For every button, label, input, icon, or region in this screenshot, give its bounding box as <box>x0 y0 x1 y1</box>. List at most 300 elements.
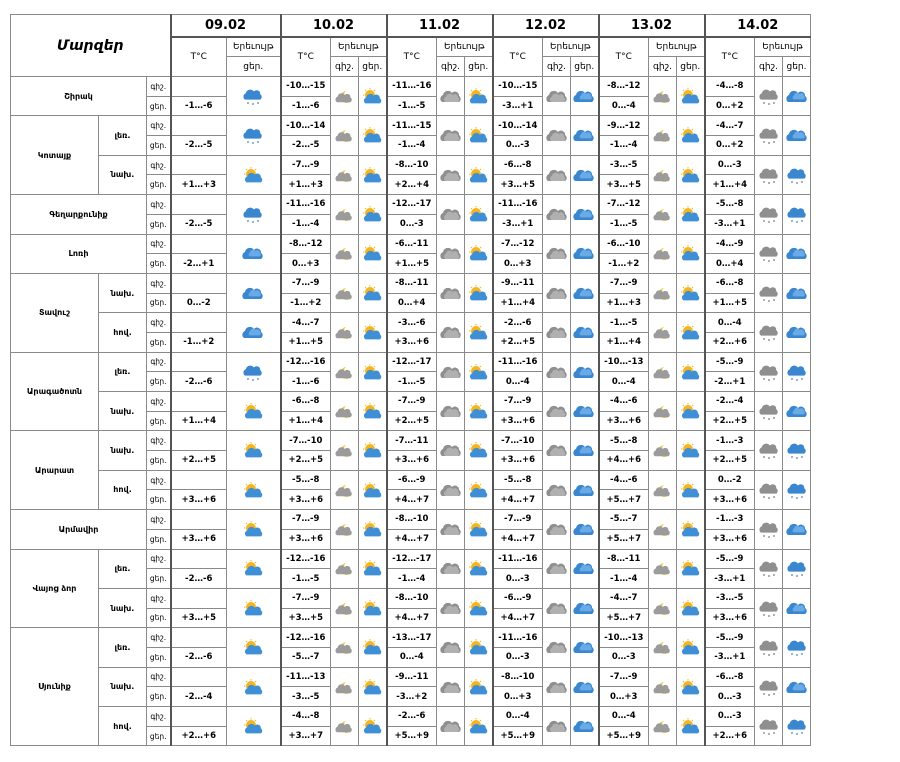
night-temp: -10…-14 <box>493 116 543 136</box>
day-weather-icon <box>677 549 705 588</box>
day-weather-icon <box>359 116 387 155</box>
day-weather-icon <box>783 313 811 352</box>
night-temp: -11…-16 <box>281 195 331 215</box>
night-temp: -8…-10 <box>387 588 437 608</box>
day-temp: -2…-6 <box>171 569 227 589</box>
day-weather-icon <box>677 155 705 194</box>
date-header: 13.02 <box>599 15 705 37</box>
night-temp: 0…-3 <box>705 707 755 727</box>
day-label: ցեր. <box>147 96 171 116</box>
night-weather-icon <box>755 628 783 667</box>
day-weather-icon <box>465 392 493 431</box>
night-temp: -12…-16 <box>281 628 331 648</box>
day-label: ցեր. <box>227 57 281 77</box>
night-weather-icon <box>649 549 677 588</box>
night-temp: -7…-11 <box>387 431 437 451</box>
night-temp: -7…-9 <box>599 667 649 687</box>
night-label: գիշ. <box>147 234 171 254</box>
night-temp: -6…-9 <box>387 470 437 490</box>
day-weather-icon <box>783 155 811 194</box>
day-weather-icon <box>465 667 493 706</box>
day-weather-icon <box>465 352 493 391</box>
night-temp: -4…-6 <box>599 470 649 490</box>
night-weather-icon <box>437 234 465 273</box>
day-weather-icon <box>359 628 387 667</box>
night-temp: -7…-10 <box>493 431 543 451</box>
night-weather-icon <box>331 628 359 667</box>
night-weather-icon <box>331 392 359 431</box>
night-weather-icon <box>543 588 571 627</box>
day-temp: +2…+5 <box>387 411 437 431</box>
temp-cell <box>171 352 227 372</box>
night-label: գիշ. <box>331 57 359 77</box>
zone-label: նախ. <box>99 155 147 194</box>
night-label: գիշ. <box>147 195 171 215</box>
night-temp: -8…-12 <box>599 77 649 97</box>
day-temp: -3…+1 <box>705 214 755 234</box>
day-weather-icon <box>677 707 705 746</box>
night-temp: -12…-17 <box>387 549 437 569</box>
night-weather-icon <box>543 234 571 273</box>
night-weather-icon <box>649 116 677 155</box>
night-temp: -7…-12 <box>599 195 649 215</box>
day-label: ցեր. <box>147 175 171 195</box>
day-temp: -2…-5 <box>171 214 227 234</box>
night-label: գիշ. <box>543 57 571 77</box>
region-name: Կոտայք <box>11 116 99 195</box>
day-temp: +4…+7 <box>387 608 437 628</box>
day-temp: +4…+7 <box>493 529 543 549</box>
night-weather-icon <box>543 549 571 588</box>
night-weather-icon <box>755 549 783 588</box>
day-temp: -2…-6 <box>171 647 227 667</box>
night-temp: -6…-9 <box>493 588 543 608</box>
weather-icon <box>227 352 281 391</box>
zone-label: նախ. <box>99 431 147 470</box>
night-temp: -5…-8 <box>493 470 543 490</box>
night-weather-icon <box>331 510 359 549</box>
night-weather-icon <box>755 588 783 627</box>
region-name: Շիրակ <box>11 77 147 116</box>
night-temp: -4…-8 <box>281 707 331 727</box>
day-temp: +4…+7 <box>387 490 437 510</box>
night-weather-icon <box>437 392 465 431</box>
day-weather-icon <box>677 628 705 667</box>
night-weather-icon <box>755 116 783 155</box>
day-weather-icon <box>677 195 705 234</box>
day-temp: +1…+5 <box>705 293 755 313</box>
night-temp: -8…-10 <box>387 155 437 175</box>
day-temp: +4…+7 <box>387 529 437 549</box>
night-weather-icon <box>543 352 571 391</box>
day-label: ցեր. <box>783 57 811 77</box>
day-weather-icon <box>571 588 599 627</box>
day-label: ցեր. <box>147 569 171 589</box>
night-temp: 0…-4 <box>599 707 649 727</box>
day-temp: +2…+5 <box>171 451 227 471</box>
night-temp: -12…-16 <box>281 549 331 569</box>
night-weather-icon <box>437 510 465 549</box>
day-label: ցեր. <box>147 687 171 707</box>
night-temp: -8…-10 <box>387 510 437 530</box>
weather-icon <box>227 470 281 509</box>
day-weather-icon <box>677 234 705 273</box>
night-temp: -7…-10 <box>281 431 331 451</box>
weather-icon <box>227 155 281 194</box>
zone-label: հով. <box>99 313 147 352</box>
night-weather-icon <box>755 510 783 549</box>
night-temp: -1…-3 <box>705 431 755 451</box>
day-label: ցեր. <box>147 214 171 234</box>
night-weather-icon <box>331 549 359 588</box>
night-temp: -7…-9 <box>281 588 331 608</box>
regions-header: Մարզեր <box>11 15 171 77</box>
night-temp: -1…-3 <box>705 510 755 530</box>
night-temp: -5…-8 <box>281 470 331 490</box>
day-weather-icon <box>465 707 493 746</box>
forecast-table <box>10 14 811 746</box>
day-temp: -2…+1 <box>705 372 755 392</box>
day-temp: -1…-5 <box>387 96 437 116</box>
day-temp: 0…+3 <box>493 254 543 274</box>
weather-icon <box>227 195 281 234</box>
weather-icon <box>227 273 281 312</box>
region-name: Արարատ <box>11 431 99 510</box>
day-weather-icon <box>571 155 599 194</box>
phenomena-header: Երեւույթ <box>649 37 705 57</box>
day-weather-icon <box>783 667 811 706</box>
night-weather-icon <box>331 352 359 391</box>
night-label: գիշ. <box>147 549 171 569</box>
night-temp: 0…-3 <box>705 155 755 175</box>
day-weather-icon <box>571 549 599 588</box>
day-weather-icon <box>677 273 705 312</box>
day-weather-icon <box>677 431 705 470</box>
day-temp: +3…+6 <box>171 529 227 549</box>
day-label: ցեր. <box>147 490 171 510</box>
night-label: գիշ. <box>147 431 171 451</box>
day-temp: -3…+1 <box>705 569 755 589</box>
temp-cell <box>171 234 227 254</box>
day-weather-icon <box>571 116 599 155</box>
night-temp: -7…-9 <box>281 510 331 530</box>
night-temp: -8…-10 <box>493 667 543 687</box>
phenomena-header: Երեւույթ <box>543 37 599 57</box>
day-temp: 0…-3 <box>599 647 649 667</box>
night-temp: -9…-11 <box>493 273 543 293</box>
night-temp: -5…-9 <box>705 352 755 372</box>
night-weather-icon <box>543 273 571 312</box>
day-temp: +1…+4 <box>171 411 227 431</box>
day-weather-icon <box>677 116 705 155</box>
night-temp: -1…-5 <box>599 313 649 333</box>
day-temp: +4…+7 <box>493 490 543 510</box>
night-temp: -6…-8 <box>281 392 331 412</box>
day-temp: +2…+4 <box>387 175 437 195</box>
night-weather-icon <box>437 195 465 234</box>
day-temp: -1…-4 <box>599 569 649 589</box>
day-label: ցեր. <box>147 726 171 746</box>
day-weather-icon <box>783 431 811 470</box>
night-weather-icon <box>437 628 465 667</box>
day-temp: -2…-6 <box>171 372 227 392</box>
night-weather-icon <box>649 431 677 470</box>
night-label: գիշ. <box>147 116 171 136</box>
day-label: ցեր. <box>147 529 171 549</box>
day-temp: +3…+5 <box>599 175 649 195</box>
day-temp: +3…+6 <box>387 332 437 352</box>
night-temp: -9…-12 <box>599 116 649 136</box>
day-weather-icon <box>677 470 705 509</box>
day-temp: -3…+1 <box>493 96 543 116</box>
night-temp: -2…-6 <box>387 707 437 727</box>
night-weather-icon <box>437 431 465 470</box>
day-weather-icon <box>465 155 493 194</box>
day-weather-icon <box>783 588 811 627</box>
day-label: ցեր. <box>147 647 171 667</box>
day-weather-icon <box>783 392 811 431</box>
temp-cell <box>171 392 227 412</box>
day-weather-icon <box>359 352 387 391</box>
night-weather-icon <box>755 77 783 116</box>
night-label: գիշ. <box>147 667 171 687</box>
night-label: գիշ. <box>147 628 171 648</box>
night-weather-icon <box>755 431 783 470</box>
zone-label: լեռ. <box>99 352 147 391</box>
day-temp: -1…+2 <box>281 293 331 313</box>
day-weather-icon <box>783 273 811 312</box>
day-temp: -1…+2 <box>599 254 649 274</box>
night-temp: -7…-9 <box>599 273 649 293</box>
day-weather-icon <box>359 470 387 509</box>
night-weather-icon <box>543 667 571 706</box>
temp-cell <box>171 549 227 569</box>
day-temp: -3…+1 <box>493 214 543 234</box>
zone-label: լեռ. <box>99 628 147 667</box>
temp-cell <box>171 116 227 136</box>
date-header: 11.02 <box>387 15 493 37</box>
day-weather-icon <box>571 195 599 234</box>
night-weather-icon <box>755 155 783 194</box>
night-label: գիշ. <box>147 510 171 530</box>
temp-cell <box>171 628 227 648</box>
night-temp: -6…-10 <box>599 234 649 254</box>
temp-cell <box>171 77 227 97</box>
day-temp: 0…+2 <box>705 96 755 116</box>
night-label: գիշ. <box>147 470 171 490</box>
night-weather-icon <box>437 155 465 194</box>
night-temp: -11…-13 <box>281 667 331 687</box>
night-weather-icon <box>437 77 465 116</box>
day-weather-icon <box>571 392 599 431</box>
day-weather-icon <box>571 234 599 273</box>
day-temp: +3…+6 <box>493 451 543 471</box>
night-weather-icon <box>649 392 677 431</box>
day-temp: +3…+6 <box>281 490 331 510</box>
day-temp: +1…+4 <box>705 175 755 195</box>
night-weather-icon <box>437 667 465 706</box>
night-weather-icon <box>649 588 677 627</box>
day-temp: +1…+4 <box>493 293 543 313</box>
day-temp: +5…+7 <box>599 529 649 549</box>
zone-label: լեռ. <box>99 549 147 588</box>
day-temp: 0…-4 <box>599 96 649 116</box>
night-temp: -10…-13 <box>599 352 649 372</box>
day-temp: +5…+7 <box>599 490 649 510</box>
day-weather-icon <box>783 510 811 549</box>
night-weather-icon <box>331 116 359 155</box>
temp-cell <box>171 667 227 687</box>
night-temp: -7…-9 <box>281 273 331 293</box>
weather-icon <box>227 667 281 706</box>
day-temp: -3…+2 <box>387 687 437 707</box>
day-temp: -1…-4 <box>387 136 437 156</box>
night-temp: -10…-13 <box>599 628 649 648</box>
night-label: գիշ. <box>147 155 171 175</box>
day-weather-icon <box>783 628 811 667</box>
day-label: ցեր. <box>147 254 171 274</box>
night-weather-icon <box>755 195 783 234</box>
phenomena-header: Երեւույթ <box>755 37 811 57</box>
day-weather-icon <box>359 588 387 627</box>
night-temp: 0…-4 <box>705 313 755 333</box>
night-temp: -11…-15 <box>387 116 437 136</box>
weather-icon <box>227 234 281 273</box>
region-name: Արագածոտն <box>11 352 99 431</box>
night-weather-icon <box>755 313 783 352</box>
night-temp: -12…-17 <box>387 195 437 215</box>
night-temp: -9…-11 <box>387 667 437 687</box>
temp-cell <box>171 588 227 608</box>
day-temp: +2…+6 <box>171 726 227 746</box>
day-label: ցեր. <box>147 372 171 392</box>
day-label: ցեր. <box>147 608 171 628</box>
day-label: ցեր. <box>147 451 171 471</box>
day-weather-icon <box>783 707 811 746</box>
night-weather-icon <box>437 116 465 155</box>
temp-cell <box>171 155 227 175</box>
night-weather-icon <box>755 667 783 706</box>
night-weather-icon <box>543 628 571 667</box>
zone-label: նախ. <box>99 273 147 312</box>
day-weather-icon <box>783 234 811 273</box>
weather-icon <box>227 549 281 588</box>
day-temp: +2…+5 <box>493 332 543 352</box>
night-temp: -10…-15 <box>493 77 543 97</box>
temp-cell <box>171 273 227 293</box>
temp-cell <box>171 510 227 530</box>
day-temp: -5…-7 <box>281 647 331 667</box>
night-temp: -13…-17 <box>387 628 437 648</box>
temp-cell <box>171 470 227 490</box>
night-weather-icon <box>331 588 359 627</box>
day-weather-icon <box>465 431 493 470</box>
day-temp: -1…-4 <box>281 214 331 234</box>
night-weather-icon <box>543 392 571 431</box>
weather-icon <box>227 392 281 431</box>
day-weather-icon <box>465 195 493 234</box>
day-temp: +4…+6 <box>599 451 649 471</box>
region-name: Գեղարքունիք <box>11 195 147 234</box>
night-weather-icon <box>649 234 677 273</box>
night-weather-icon <box>755 352 783 391</box>
day-weather-icon <box>571 707 599 746</box>
night-temp: -10…-15 <box>281 77 331 97</box>
temp-header: T°C <box>493 37 543 77</box>
day-temp: 0…+2 <box>705 136 755 156</box>
day-weather-icon <box>571 313 599 352</box>
day-temp: -2…-4 <box>171 687 227 707</box>
night-weather-icon <box>331 667 359 706</box>
night-weather-icon <box>437 313 465 352</box>
day-temp: +2…+5 <box>705 451 755 471</box>
day-temp: +1…+5 <box>281 332 331 352</box>
night-temp: -4…-8 <box>705 77 755 97</box>
night-temp: -8…-11 <box>599 549 649 569</box>
day-temp: 0…+3 <box>599 687 649 707</box>
day-label: ցեր. <box>677 57 705 77</box>
temp-cell <box>171 195 227 215</box>
date-header: 12.02 <box>493 15 599 37</box>
day-weather-icon <box>677 313 705 352</box>
night-weather-icon <box>331 431 359 470</box>
region-name: Տավուշ <box>11 273 99 352</box>
day-label: ցեր. <box>147 293 171 313</box>
night-temp: -6…-8 <box>705 667 755 687</box>
weather-icon <box>227 588 281 627</box>
night-temp: -6…-8 <box>493 155 543 175</box>
night-weather-icon <box>437 470 465 509</box>
night-temp: -8…-12 <box>281 234 331 254</box>
night-label: գիշ. <box>649 57 677 77</box>
night-temp: -11…-16 <box>387 77 437 97</box>
night-weather-icon <box>437 549 465 588</box>
night-weather-icon <box>331 470 359 509</box>
day-weather-icon <box>783 470 811 509</box>
zone-label: նախ. <box>99 588 147 627</box>
night-weather-icon <box>437 273 465 312</box>
night-weather-icon <box>649 155 677 194</box>
day-weather-icon <box>359 431 387 470</box>
day-temp: +3…+6 <box>281 529 331 549</box>
night-temp: -2…-4 <box>705 392 755 412</box>
day-weather-icon <box>465 510 493 549</box>
night-weather-icon <box>755 470 783 509</box>
day-temp: 0…-3 <box>705 687 755 707</box>
night-weather-icon <box>649 628 677 667</box>
day-temp: 0…+4 <box>705 254 755 274</box>
night-label: գիշ. <box>147 77 171 97</box>
day-weather-icon <box>571 510 599 549</box>
night-weather-icon <box>649 195 677 234</box>
night-weather-icon <box>543 707 571 746</box>
night-temp: -5…-8 <box>705 195 755 215</box>
phenomena-header: Երեւույթ <box>227 37 281 57</box>
day-temp: -2…-5 <box>171 136 227 156</box>
zone-label: հով. <box>99 707 147 746</box>
day-temp: +1…+4 <box>599 332 649 352</box>
phenomena-header: Երեւույթ <box>437 37 493 57</box>
weather-icon <box>227 431 281 470</box>
day-temp: +3…+6 <box>705 529 755 549</box>
night-weather-icon <box>543 77 571 116</box>
date-header: 10.02 <box>281 15 387 37</box>
day-temp: +5…+7 <box>599 608 649 628</box>
day-temp: 0…-3 <box>493 647 543 667</box>
date-header: 14.02 <box>705 15 811 37</box>
day-temp: +3…+6 <box>493 411 543 431</box>
night-weather-icon <box>331 77 359 116</box>
